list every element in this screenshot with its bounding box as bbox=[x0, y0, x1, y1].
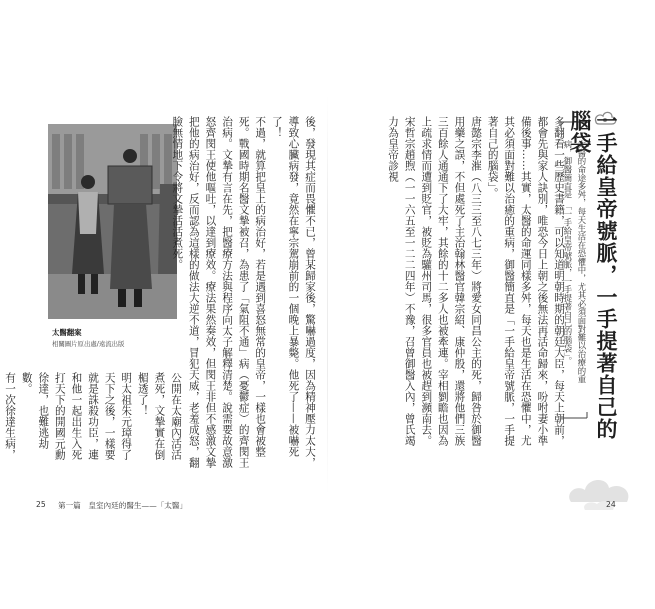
right-body-text: 多翻看一些歷史書籍，可以知道明朝時期的朝廷大臣，每天上朝前，都會先與家人訣別，唯恐今日上朝之後無法再活命歸來，吩咐妻小準備後事……其實，太醫的命運同樣多舛，每天也是生活在恐懼中，尤其必須面對難以治癒的重病，御醫簡直是「一手給皇帝號脈，一手提著自己的腦袋」。 唐懿宗李漼（八三三至八七三年）將愛女同昌公主的死，歸咎於御醫用藥之誤，不但處死了主治翰林醫官韓宗紹、康仲殷，還將他們三族三百餘人通通下了大牢，其餘的十二多人也被牽連。宰相劉瞻也因為上疏求情而遭到貶官，被貶為驩州司馬，很多官員也被趕到瀕南去。 宋哲宗趙煦（一一六五至一二二四年）不豫，召曾御醫入內，曾氏竭力為皇帝診視 bbox=[387, 116, 565, 446]
right-page-number: 24 bbox=[606, 500, 616, 509]
chapter-intro: 太醫的命途多舛，每天生活在恐懼中，尤其必須面對難以治療的重病，御醫簡直是 「一手給皇帝號脈，一手提著自己的腦袋」。 bbox=[563, 140, 587, 384]
historical-photo bbox=[48, 124, 177, 319]
left-body-text-lower: 公開在太廟內活活煮死，文摯實在倒楣透了！ 明太祖朱元璋得了天下之後，一樣要就是誅殺功臣，連和他一起出生入死打天下的開國元勳徐達，也難逃劫數。 有一次徐達生病， bbox=[4, 372, 182, 460]
chapter-heading: 一手給皇帝號脈，一手提著自己的腦袋 bbox=[568, 110, 619, 440]
left-body-text: 後，發現其症而畏懼不已，曾某歸家後，驚嚇過度，因為精神壓力太大，導致心臟病發，竟然在寧宗駕崩前的一個晚上暴斃。他死了——被嚇死了！ 不過，就算把皇上的病治好，若是遇到喜怒無常的皇帝，一樣也會被整死。戰國時期名醫文摯被召，為患了「氣阻不通」病（憂鬱症）的齊閔王治病。文摯有言在先，把醫療方法與程序向太子解釋清楚。說需要故意激怒齊閔王使他嘔吐，以達到療效。療法果然奏效，但閔王非但不感激文摯把他的病治好，反而認為這樣的做法大逆不道，冒犯天威，老羞成怒，翻臉無情地下令將文摯活活煮死。 bbox=[171, 116, 316, 468]
left-page-number: 25 bbox=[36, 500, 46, 509]
cloud-decoration-icon bbox=[565, 470, 635, 515]
photo-caption-title: 太醫翻案 bbox=[52, 328, 82, 337]
gutter-shadow bbox=[327, 95, 328, 495]
running-head: 第一篇 皇室內廷的醫生——「太醫」 bbox=[58, 501, 188, 510]
photo-caption-credit: 相關圖片原出處/遠流出版 bbox=[52, 340, 125, 348]
